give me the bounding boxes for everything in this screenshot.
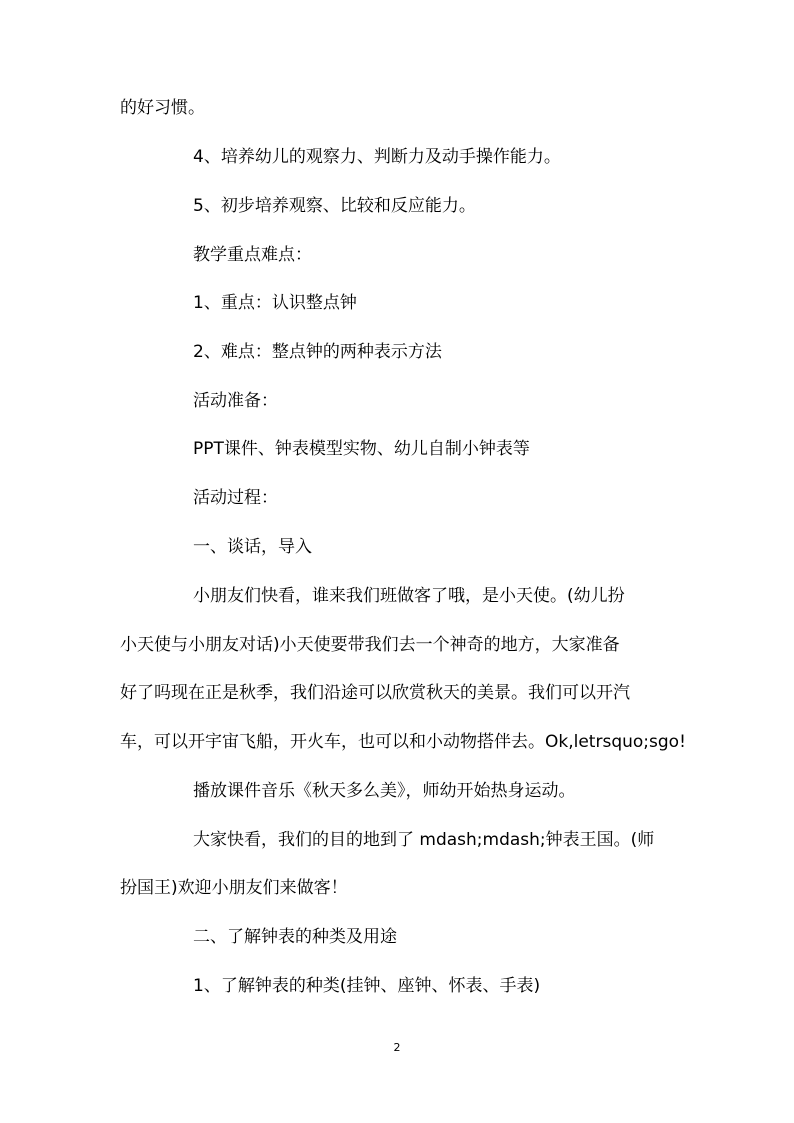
text-line: 4、培养幼儿的观察力、判断力及动手操作能力。 [193, 147, 561, 167]
text-line: 的好习惯。 [120, 98, 205, 118]
text-line: 1、了解钟表的种类(挂钟、座钟、怀表、手表) [193, 976, 541, 996]
section-heading: 教学重点难点： [193, 245, 312, 265]
text-line: PPT课件、钟表模型实物、幼儿自制小钟表等 [193, 439, 530, 459]
text-line: 小朋友们快看，谁来我们班做客了哦，是小天使。(幼儿扮 [193, 586, 625, 606]
text-line: 大家快看，我们的目的地到了 mdash;mdash;钟表王国。(师 [193, 830, 655, 850]
text-line: 播放课件音乐《秋天多么美》，师幼开始热身运动。 [193, 781, 576, 801]
page-number: 2 [393, 1041, 401, 1054]
section-heading: 活动准备： [193, 391, 278, 411]
section-heading: 二、了解钟表的种类及用途 [193, 927, 397, 947]
text-line: 车，可以开宇宙飞船，开火车，也可以和小动物搭伴去。Ok,letrsquo;sgo! [120, 732, 686, 752]
text-line: 小天使与小朋友对话)小天使要带我们去一个神奇的地方，大家准备 [120, 635, 620, 655]
text-line: 好了吗现在正是秋季，我们沿途可以欣赏秋天的美景。我们可以开汽 [120, 683, 630, 703]
text-line: 5、初步培养观察、比较和反应能力。 [193, 196, 476, 216]
text-line: 2、难点：整点钟的两种表示方法 [193, 342, 442, 362]
text-line: 1、重点：认识整点钟 [193, 293, 357, 313]
section-heading: 活动过程： [193, 488, 278, 508]
text-line: 扮国王)欢迎小朋友们来做客！ [120, 878, 348, 898]
section-heading: 一、谈话，导入 [193, 537, 312, 557]
